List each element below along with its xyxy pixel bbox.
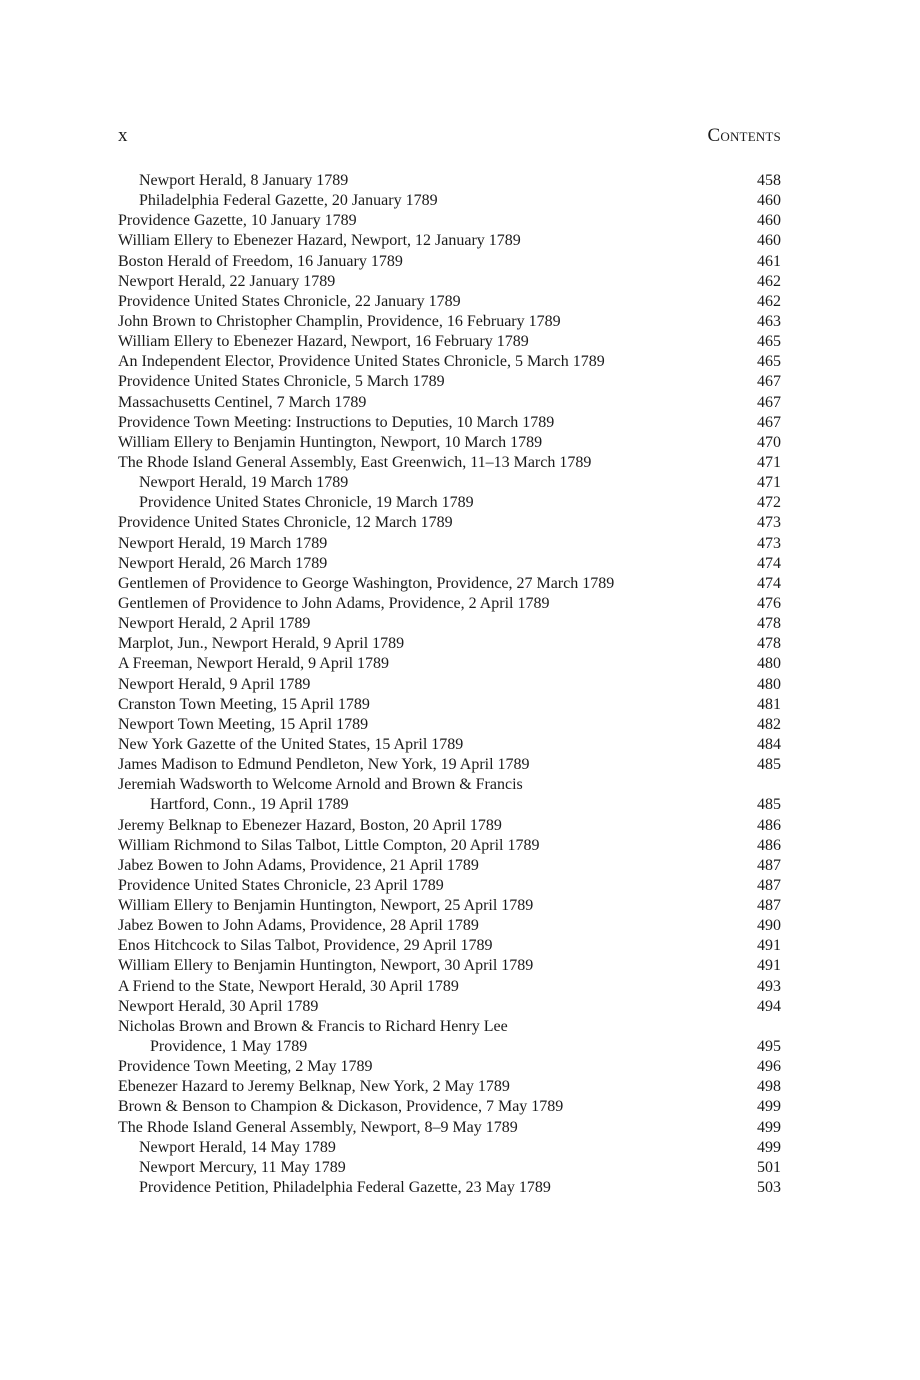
toc-entry (118, 1138, 781, 1158)
toc-entry (118, 977, 781, 997)
toc-entry (118, 997, 781, 1017)
toc-entry-title: Providence Gazette, 10 January 1789 (118, 212, 357, 230)
toc-entry-title: Nicholas Brown and Brown & Francis to Richard Henry Lee (118, 1017, 508, 1035)
toc-entry (118, 654, 781, 674)
toc-entry-title: Jabez Bowen to John Adams, Providence, 21 April 1789 (118, 856, 479, 874)
toc-entry-page: 462 (757, 292, 781, 310)
toc-entry (118, 1017, 781, 1037)
toc-entry (118, 775, 781, 795)
toc-entry-page: 493 (757, 977, 781, 995)
toc-entry-title: Marplot, Jun., Newport Herald, 9 April 1789 (118, 635, 405, 653)
toc-entry (118, 433, 781, 453)
toc-entry (118, 1057, 781, 1077)
toc-entry-title: Newport Herald, 9 April 1789 (118, 675, 311, 693)
toc-entry-page: 462 (757, 272, 781, 290)
toc-entry (118, 1077, 781, 1097)
toc-entry (118, 876, 781, 896)
toc-entry (118, 534, 781, 554)
toc-entry-page: 480 (757, 675, 781, 693)
toc-entry (118, 513, 781, 533)
page-number: x (118, 125, 128, 146)
toc-entry-page: 460 (757, 212, 781, 230)
toc-entry (118, 795, 781, 815)
toc-entry-title: Enos Hitchcock to Silas Talbot, Providence, 29 April 1789 (118, 937, 493, 955)
toc-entry-title: Hartford, Conn., 19 April 1789 (150, 796, 349, 814)
toc-entry (118, 816, 781, 836)
toc-entry-page: 476 (757, 594, 781, 612)
toc-entry-page: 481 (757, 695, 781, 713)
toc-entry-title: Newport Mercury, 11 May 1789 (139, 1158, 346, 1176)
toc-entry-page: 473 (757, 534, 781, 552)
toc-entry-page: 472 (757, 494, 781, 512)
toc-entry-title: Newport Herald, 8 January 1789 (139, 172, 349, 189)
toc-entry-page: 487 (757, 897, 781, 915)
toc-entry-page: 458 (757, 172, 781, 189)
toc-entry (118, 836, 781, 856)
toc-entry-title: Providence Town Meeting, 2 May 1789 (118, 1058, 373, 1076)
toc-entry-title: Providence, 1 May 1789 (150, 1038, 308, 1056)
toc-entry-title: Providence United States Chronicle, 5 March 1789 (118, 373, 445, 391)
toc-entry-title: Massachusetts Centinel, 7 March 1789 (118, 393, 367, 411)
toc-entry-title: Philadelphia Federal Gazette, 20 January 1789 (139, 192, 438, 210)
toc-entry-title: Newport Herald, 19 March 1789 (118, 534, 328, 552)
toc-entry-page: 471 (757, 474, 781, 492)
toc-entry-title: William Richmond to Silas Talbot, Little Compton, 20 April 1789 (118, 836, 540, 854)
toc-entry (118, 272, 781, 292)
toc-entry (118, 755, 781, 775)
toc-entry (118, 856, 781, 876)
toc-entry-title: Newport Herald, 22 January 1789 (118, 272, 336, 290)
toc-entry-page: 498 (757, 1078, 781, 1096)
toc-entry-title: The Rhode Island General Assembly, Newport, 8–9 May 1789 (118, 1118, 518, 1136)
toc-entry-page: 482 (757, 715, 781, 733)
toc-entry-page: 499 (757, 1118, 781, 1136)
toc-entry-page: 474 (757, 554, 781, 572)
toc-entry-page: 496 (757, 1058, 781, 1076)
toc-entry-page: 460 (757, 192, 781, 210)
toc-entry-title: New York Gazette of the United States, 15 April 1789 (118, 735, 464, 753)
toc-entry-page: 465 (757, 333, 781, 351)
toc-entry-page: 487 (757, 856, 781, 874)
toc-entry (118, 393, 781, 413)
toc-entry-title: John Brown to Christopher Champlin, Providence, 16 February 1789 (118, 312, 561, 330)
toc-entry-title: Boston Herald of Freedom, 16 January 1789 (118, 252, 403, 270)
toc-entry-title: An Independent Elector, Providence United States Chronicle, 5 March 1789 (118, 353, 605, 371)
toc-entry-title: Brown & Benson to Champion & Dickason, Providence, 7 May 1789 (118, 1098, 564, 1116)
toc-entry-page: 463 (757, 312, 781, 330)
toc-entry (118, 493, 781, 513)
toc-entry (118, 171, 781, 191)
toc-entry-title: Providence Petition, Philadelphia Federal Gazette, 23 May 1789 (139, 1179, 551, 1197)
toc-entry-title: Gentlemen of Providence to John Adams, Providence, 2 April 1789 (118, 594, 550, 612)
toc-entry-title: Newport Herald, 26 March 1789 (118, 554, 328, 572)
toc-entry-title: Providence Town Meeting: Instructions to Deputies, 10 March 1789 (118, 413, 555, 431)
toc-entry (118, 292, 781, 312)
toc-entry-page: 470 (757, 433, 781, 451)
toc-entry-title: Newport Herald, 14 May 1789 (139, 1138, 336, 1156)
toc-entry-title: Providence United States Chronicle, 19 March 1789 (139, 494, 474, 512)
toc-entry (118, 1158, 781, 1178)
toc-entry-page: 503 (757, 1179, 781, 1197)
toc-entry-title: Newport Herald, 19 March 1789 (139, 474, 349, 492)
toc-entry (118, 231, 781, 251)
toc-entry-page: 478 (757, 635, 781, 653)
toc-entry-page: 461 (757, 252, 781, 270)
toc-entry (118, 1037, 781, 1057)
toc-entry-page: 474 (757, 574, 781, 592)
toc-entry-page: 490 (757, 917, 781, 935)
toc-entry-page: 491 (757, 937, 781, 955)
toc-entry-page: 467 (757, 413, 781, 431)
toc-entry (118, 473, 781, 493)
toc-entry (118, 715, 781, 735)
toc-entry-title: William Ellery to Benjamin Huntington, Newport, 10 March 1789 (118, 433, 543, 451)
toc-entry (118, 352, 781, 372)
toc-entry-page: 486 (757, 836, 781, 854)
toc-entry-page: 494 (757, 997, 781, 1015)
toc-entry-title: Newport Town Meeting, 15 April 1789 (118, 715, 369, 733)
toc-entry-page: 467 (757, 393, 781, 411)
toc-entry (118, 956, 781, 976)
toc-entry-page: 486 (757, 816, 781, 834)
toc-entry (118, 614, 781, 634)
toc-entry-page: 491 (757, 957, 781, 975)
toc-entry (118, 735, 781, 755)
toc-entry (118, 936, 781, 956)
toc-entry-title: William Ellery to Ebenezer Hazard, Newport, 16 February 1789 (118, 333, 529, 351)
toc-entry-page: 495 (757, 1038, 781, 1056)
toc-entry (118, 413, 781, 433)
toc-entry-title: Jabez Bowen to John Adams, Providence, 28 April 1789 (118, 917, 479, 935)
toc-entry (118, 191, 781, 211)
toc-entry-page: 465 (757, 353, 781, 371)
toc-entry (118, 896, 781, 916)
running-head: Contents (707, 125, 781, 146)
toc-entry (118, 372, 781, 392)
toc-entry-page: 487 (757, 876, 781, 894)
toc-entry (118, 1097, 781, 1117)
toc-entry-page: 460 (757, 232, 781, 250)
toc-entry-title: William Ellery to Benjamin Huntington, Newport, 30 April 1789 (118, 957, 534, 975)
toc-entry (118, 594, 781, 614)
toc-entry (118, 453, 781, 473)
toc-entry (118, 695, 781, 715)
toc-entry-title: A Friend to the State, Newport Herald, 30 April 1789 (118, 977, 459, 995)
toc-entry-title: Providence United States Chronicle, 12 March 1789 (118, 514, 453, 532)
toc-entry (118, 574, 781, 594)
toc-entry-title: William Ellery to Ebenezer Hazard, Newport, 12 January 1789 (118, 232, 521, 250)
toc-entry (118, 554, 781, 574)
toc-entry (118, 332, 781, 352)
toc-entry-title: Cranston Town Meeting, 15 April 1789 (118, 695, 370, 713)
toc-entry-title: Gentlemen of Providence to George Washington, Providence, 27 March 1789 (118, 574, 615, 592)
toc-entry-page: 471 (757, 453, 781, 471)
toc-entry-title: Newport Herald, 2 April 1789 (118, 615, 311, 633)
toc-entry-page: 480 (757, 655, 781, 673)
toc-entry-page: 484 (757, 735, 781, 753)
toc-entry-page: 485 (757, 796, 781, 814)
toc-entry-title: Jeremy Belknap to Ebenezer Hazard, Boston, 20 April 1789 (118, 816, 502, 834)
toc-entry (118, 916, 781, 936)
table-of-contents (118, 171, 781, 1198)
toc-entry (118, 634, 781, 654)
toc-entry (118, 252, 781, 272)
toc-entry-title: Jeremiah Wadsworth to Welcome Arnold and Brown & Francis (118, 776, 523, 794)
toc-entry (118, 675, 781, 695)
toc-entry-page: 467 (757, 373, 781, 391)
toc-entry-page: 478 (757, 615, 781, 633)
toc-entry-title: The Rhode Island General Assembly, East Greenwich, 11–13 March 1789 (118, 453, 592, 471)
toc-entry-page: 485 (757, 756, 781, 774)
toc-entry (118, 211, 781, 231)
page-header (118, 124, 781, 148)
toc-entry-title: A Freeman, Newport Herald, 9 April 1789 (118, 655, 390, 673)
toc-entry (118, 1178, 781, 1198)
toc-entry-title: Providence United States Chronicle, 23 April 1789 (118, 876, 444, 894)
toc-entry-page: 501 (757, 1158, 781, 1176)
toc-entry-title: Newport Herald, 30 April 1789 (118, 997, 319, 1015)
toc-entry-title: Ebenezer Hazard to Jeremy Belknap, New York, 2 May 1789 (118, 1078, 510, 1096)
toc-entry-page: 499 (757, 1138, 781, 1156)
toc-entry-title: James Madison to Edmund Pendleton, New York, 19 April 1789 (118, 756, 530, 774)
toc-entry-title: William Ellery to Benjamin Huntington, Newport, 25 April 1789 (118, 897, 534, 915)
toc-entry (118, 312, 781, 332)
toc-entry-page: 473 (757, 514, 781, 532)
toc-entry-title: Providence United States Chronicle, 22 January 1789 (118, 292, 461, 310)
toc-entry-page: 499 (757, 1098, 781, 1116)
toc-entry (118, 1118, 781, 1138)
